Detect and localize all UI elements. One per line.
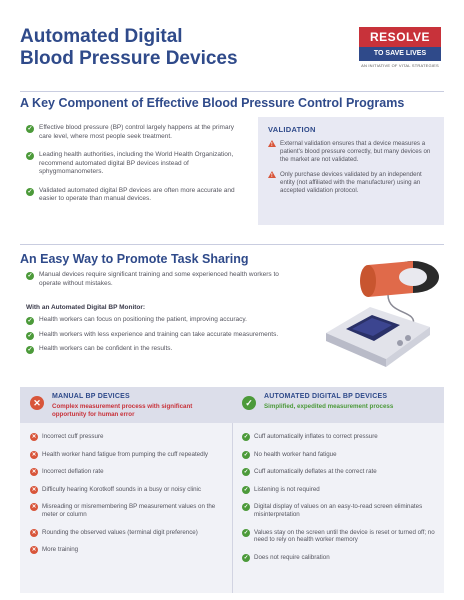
section-divider	[20, 244, 444, 245]
page-title-line2: Blood Pressure Devices	[20, 48, 238, 69]
check-icon: ✓	[243, 529, 249, 536]
monitor-subheading: With an Automated Digital BP Monitor:	[26, 304, 146, 311]
validation-box	[258, 117, 444, 225]
bullet-text: Manual devices require significant training and some experienced health workers to operate without mistakes.	[39, 271, 279, 287]
logo-top-text: RESOLVE	[359, 27, 441, 47]
list-item	[242, 529, 438, 544]
list-item	[242, 554, 438, 562]
list-item	[30, 503, 226, 518]
check-icon: ✓	[243, 434, 249, 440]
section2-bullet-list	[26, 271, 296, 298]
bullet-text: Health workers with less experience and training can take accurate measurements.	[39, 330, 279, 338]
list-item	[242, 486, 438, 494]
monitor-body-icon	[326, 307, 430, 367]
list-item	[26, 271, 296, 288]
monitor-bullet-list	[26, 316, 306, 364]
list-item	[30, 546, 226, 554]
list-item	[242, 468, 438, 476]
automated-benefits-list	[242, 433, 438, 571]
x-icon: ✕	[31, 529, 37, 536]
check-circle-icon: ✓	[242, 396, 256, 410]
validation-item	[268, 171, 434, 195]
check-icon: ✓	[243, 486, 249, 493]
list-item	[30, 451, 226, 459]
page-header	[20, 26, 350, 70]
check-icon: ✓	[27, 273, 33, 279]
check-icon: ✓	[27, 188, 33, 195]
bp-cuff-icon	[360, 261, 439, 297]
item-text: Digital display of values on an easy-to-read screen eliminates misinterpretation	[254, 503, 423, 518]
list-item	[26, 187, 244, 204]
list-item	[26, 151, 244, 177]
item-text: More training	[42, 546, 79, 554]
list-item	[30, 529, 226, 537]
item-text: Incorrect cuff pressure	[42, 433, 104, 440]
x-icon: ✕	[31, 451, 37, 458]
item-text: Does not require calibration	[254, 553, 330, 561]
item-text: Difficulty hearing Korotkoff sounds in a busy or noisy clinic	[42, 485, 202, 493]
automated-title: AUTOMATED DIGITAL BP DEVICES	[264, 393, 388, 400]
item-text: Health worker hand fatigue from pumping the cuff repeatedly	[42, 450, 209, 458]
list-item	[242, 503, 438, 518]
x-icon: ✕	[31, 547, 37, 554]
list-item	[26, 345, 306, 354]
logo-bottom-text: TO SAVE LIVES	[359, 47, 441, 61]
validation-heading: VALIDATION	[268, 125, 316, 134]
section1-heading: A Key Component of Effective Blood Pressure Control Programs	[20, 96, 405, 110]
section1-bullet-list	[26, 124, 244, 214]
item-text: Incorrect deflation rate	[42, 468, 104, 476]
list-item	[30, 433, 226, 441]
item-text: Rounding the observed values (terminal digit preference)	[42, 528, 198, 536]
list-item	[242, 451, 438, 459]
list-item	[26, 124, 244, 141]
check-icon: ✓	[27, 126, 33, 132]
validation-text: External validation ensures that a device measures a patient's blood pressure correctly, but many devices on the market are not validated.	[280, 140, 431, 163]
x-icon: ✕	[31, 434, 37, 440]
bullet-text: Health workers can focus on positioning the patient, improving accuracy.	[39, 316, 247, 323]
item-text: No health worker hand fatigue	[254, 450, 337, 458]
manual-issues-list	[30, 433, 226, 564]
check-icon: ✓	[243, 504, 249, 511]
list-item	[26, 316, 306, 325]
section-divider	[20, 91, 444, 92]
check-icon: ✓	[27, 153, 33, 159]
manual-devices-header	[20, 387, 232, 423]
validation-text: Only purchase devices validated by an independent entity (not affiliated with the manufacturer) using an accepted validation protocol.	[280, 171, 422, 194]
list-item	[30, 468, 226, 476]
list-item	[242, 433, 438, 441]
x-circle-icon: ✕	[30, 396, 44, 410]
x-icon: ✕	[31, 469, 37, 476]
list-item	[30, 486, 226, 494]
item-text: Cuff automatically inflates to correct pressure	[254, 433, 378, 440]
bullet-text: Leading health authorities, including the World Health Organization, recommend automated digital BP devices instead of sphygmomanometers.	[39, 151, 234, 175]
manual-title: MANUAL BP DEVICES	[52, 393, 130, 400]
check-icon: ✓	[243, 469, 249, 476]
item-text: Values stay on the screen until the device is reset or turned off; no need to rely on health worker memory	[254, 528, 435, 544]
validation-item	[268, 140, 434, 164]
automated-subtitle: Simplified, expedited measurement process	[264, 403, 394, 410]
logo-tagline: AN INITIATIVE OF VITAL STRATEGIES	[361, 63, 439, 68]
page-title-line1: Automated Digital	[20, 26, 183, 47]
automated-devices-header	[232, 387, 444, 423]
bullet-text: Health workers can be confident in the results.	[39, 345, 173, 352]
x-icon: ✕	[31, 486, 37, 493]
warning-icon: !	[268, 171, 276, 178]
bp-monitor-illustration	[318, 255, 444, 373]
check-icon: ✓	[27, 332, 33, 339]
check-icon: ✓	[243, 554, 249, 561]
column-divider	[232, 423, 233, 593]
section2-heading: An Easy Way to Promote Task Sharing	[20, 252, 249, 266]
manual-subtitle: Complex measurement process with significant opportunity for human error	[52, 403, 193, 418]
item-text: Listening is not required	[254, 485, 320, 493]
item-text: Misreading or misremembering BP measurement values on the meter or column	[42, 503, 216, 518]
check-icon: ✓	[243, 451, 249, 458]
bullet-text: Validated automated digital BP devices are often more accurate and easier to operate than manual devices.	[39, 186, 235, 202]
check-icon: ✓	[27, 318, 33, 324]
x-icon: ✕	[31, 504, 37, 511]
bullet-text: Effective blood pressure (BP) control largely happens at the primary care level, where most people seek treatment.	[39, 124, 234, 140]
warning-icon: !	[268, 140, 276, 147]
list-item	[26, 331, 306, 340]
item-text: Cuff automatically deflates at the correct rate	[254, 468, 377, 476]
resolve-logo	[359, 27, 441, 73]
check-icon: ✓	[27, 347, 33, 353]
comparison-panel	[20, 387, 444, 593]
